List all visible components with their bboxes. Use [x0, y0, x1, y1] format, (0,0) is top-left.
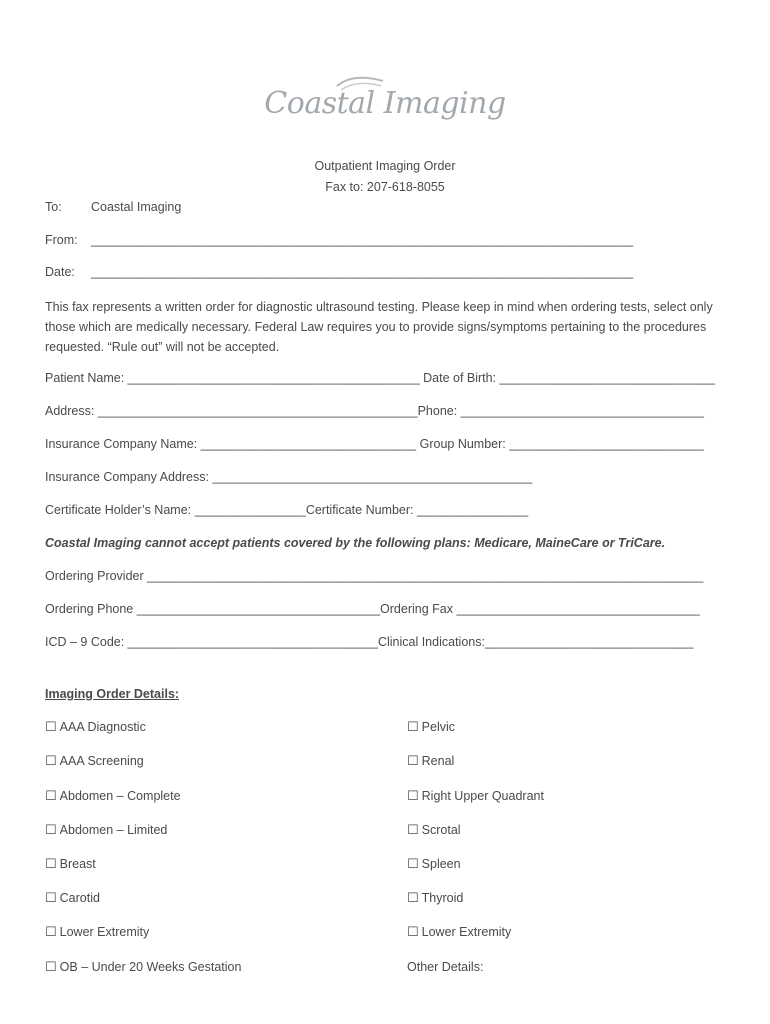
- checkbox-item[interactable]: [407, 857, 461, 872]
- to-value: Coastal Imaging: [91, 200, 182, 214]
- checkbox-icon[interactable]: ☐: [407, 754, 419, 769]
- patient-name-field[interactable]: Patient Name: __________________________________________ Date of Birth: _______________________________: [45, 371, 716, 385]
- checkbox-item[interactable]: [45, 720, 146, 735]
- checkbox-item[interactable]: [407, 720, 455, 735]
- checkbox-icon[interactable]: ☐: [45, 823, 57, 838]
- checkbox-label: Right Upper Quadrant: [421, 789, 544, 803]
- insurance-address-field[interactable]: Insurance Company Address: ______________________________________________: [45, 470, 533, 484]
- checkbox-label: Lower Extremity: [59, 925, 150, 939]
- checkbox-icon[interactable]: ☐: [407, 823, 419, 838]
- checkbox-label: Lower Extremity: [421, 925, 512, 939]
- checkbox-label: Spleen: [421, 857, 461, 871]
- date-field[interactable]: ______________________________________________________________________________: [91, 265, 634, 279]
- to-label: To:: [45, 200, 62, 214]
- checkbox-label: AAA Diagnostic: [59, 720, 146, 734]
- checkbox-icon[interactable]: ☐: [407, 891, 419, 906]
- checkbox-icon[interactable]: ☐: [45, 925, 57, 940]
- checkbox-item[interactable]: [407, 925, 511, 940]
- other-details-label: Other Details:: [407, 960, 484, 974]
- checkbox-icon[interactable]: ☐: [407, 925, 419, 940]
- checkbox-icon[interactable]: ☐: [45, 857, 57, 872]
- checkbox-label: Thyroid: [421, 891, 464, 905]
- checkbox-item[interactable]: [45, 960, 241, 975]
- logo-text: Coastal Imaging: [264, 86, 506, 121]
- checkbox-icon[interactable]: ☐: [407, 789, 419, 804]
- checkbox-icon[interactable]: ☐: [45, 754, 57, 769]
- insurance-field[interactable]: Insurance Company Name: _______________________________ Group Number: ____________________________: [45, 437, 704, 451]
- date-label: Date:: [45, 265, 75, 279]
- checkbox-icon[interactable]: ☐: [45, 891, 57, 906]
- checkbox-label: AAA Screening: [59, 754, 144, 768]
- checkbox-icon[interactable]: ☐: [407, 857, 419, 872]
- checkbox-label: Abdomen – Limited: [59, 823, 168, 837]
- checkbox-item[interactable]: [407, 789, 544, 804]
- checkbox-label: Renal: [421, 754, 455, 768]
- checkbox-item[interactable]: [45, 754, 144, 769]
- checkbox-item[interactable]: [407, 891, 463, 906]
- checkbox-item[interactable]: [407, 754, 454, 769]
- checkbox-label: Scrotal: [421, 823, 461, 837]
- plan-warning: Coastal Imaging cannot accept patients covered by the following plans: Medicare, MaineCare or TriCare.: [45, 536, 666, 550]
- logo: [0, 74, 770, 126]
- details-heading: Imaging Order Details:: [45, 687, 180, 701]
- from-field[interactable]: ______________________________________________________________________________: [91, 233, 634, 247]
- from-label: From:: [45, 233, 78, 247]
- checkbox-label: Breast: [59, 857, 96, 871]
- ordering-provider-field[interactable]: Ordering Provider ________________________________________________________________________________: [45, 569, 704, 583]
- icd-field[interactable]: ICD – 9 Code: ____________________________________Clinical Indications:______________________________: [45, 635, 694, 649]
- fax-number: Fax to: 207-618-8055: [325, 180, 445, 194]
- checkbox-label: Abdomen – Complete: [59, 789, 181, 803]
- checkbox-item[interactable]: [45, 925, 149, 940]
- checkbox-label: OB – Under 20 Weeks Gestation: [59, 960, 242, 974]
- checkbox-item[interactable]: [45, 857, 96, 872]
- form-title: Outpatient Imaging Order: [314, 159, 456, 173]
- checkbox-item[interactable]: [45, 789, 181, 804]
- checkbox-item[interactable]: [407, 823, 461, 838]
- notice-paragraph: This fax represents a written order for diagnostic ultrasound testing. Please keep in mind when ordering tests, select only those which are medically necessary. Federal Law requires you to provide signs/symptoms pertaining to the procedures requested. “Rule out” will not be accepted.: [45, 300, 713, 354]
- address-field[interactable]: Address: ______________________________________________Phone: ___________________________________: [45, 404, 704, 418]
- checkbox-icon[interactable]: ☐: [407, 720, 419, 735]
- checkbox-item[interactable]: [45, 891, 100, 906]
- checkbox-icon[interactable]: ☐: [45, 720, 57, 735]
- ordering-phone-field[interactable]: Ordering Phone ___________________________________Ordering Fax ___________________________________: [45, 602, 700, 616]
- checkbox-label: Pelvic: [421, 720, 455, 734]
- certificate-field[interactable]: Certificate Holder’s Name: ________________Certificate Number: ________________: [45, 503, 529, 517]
- checkbox-icon[interactable]: ☐: [45, 789, 57, 804]
- checkbox-icon[interactable]: ☐: [45, 960, 57, 975]
- checkbox-label: Carotid: [59, 891, 100, 905]
- checkbox-item[interactable]: [45, 823, 167, 838]
